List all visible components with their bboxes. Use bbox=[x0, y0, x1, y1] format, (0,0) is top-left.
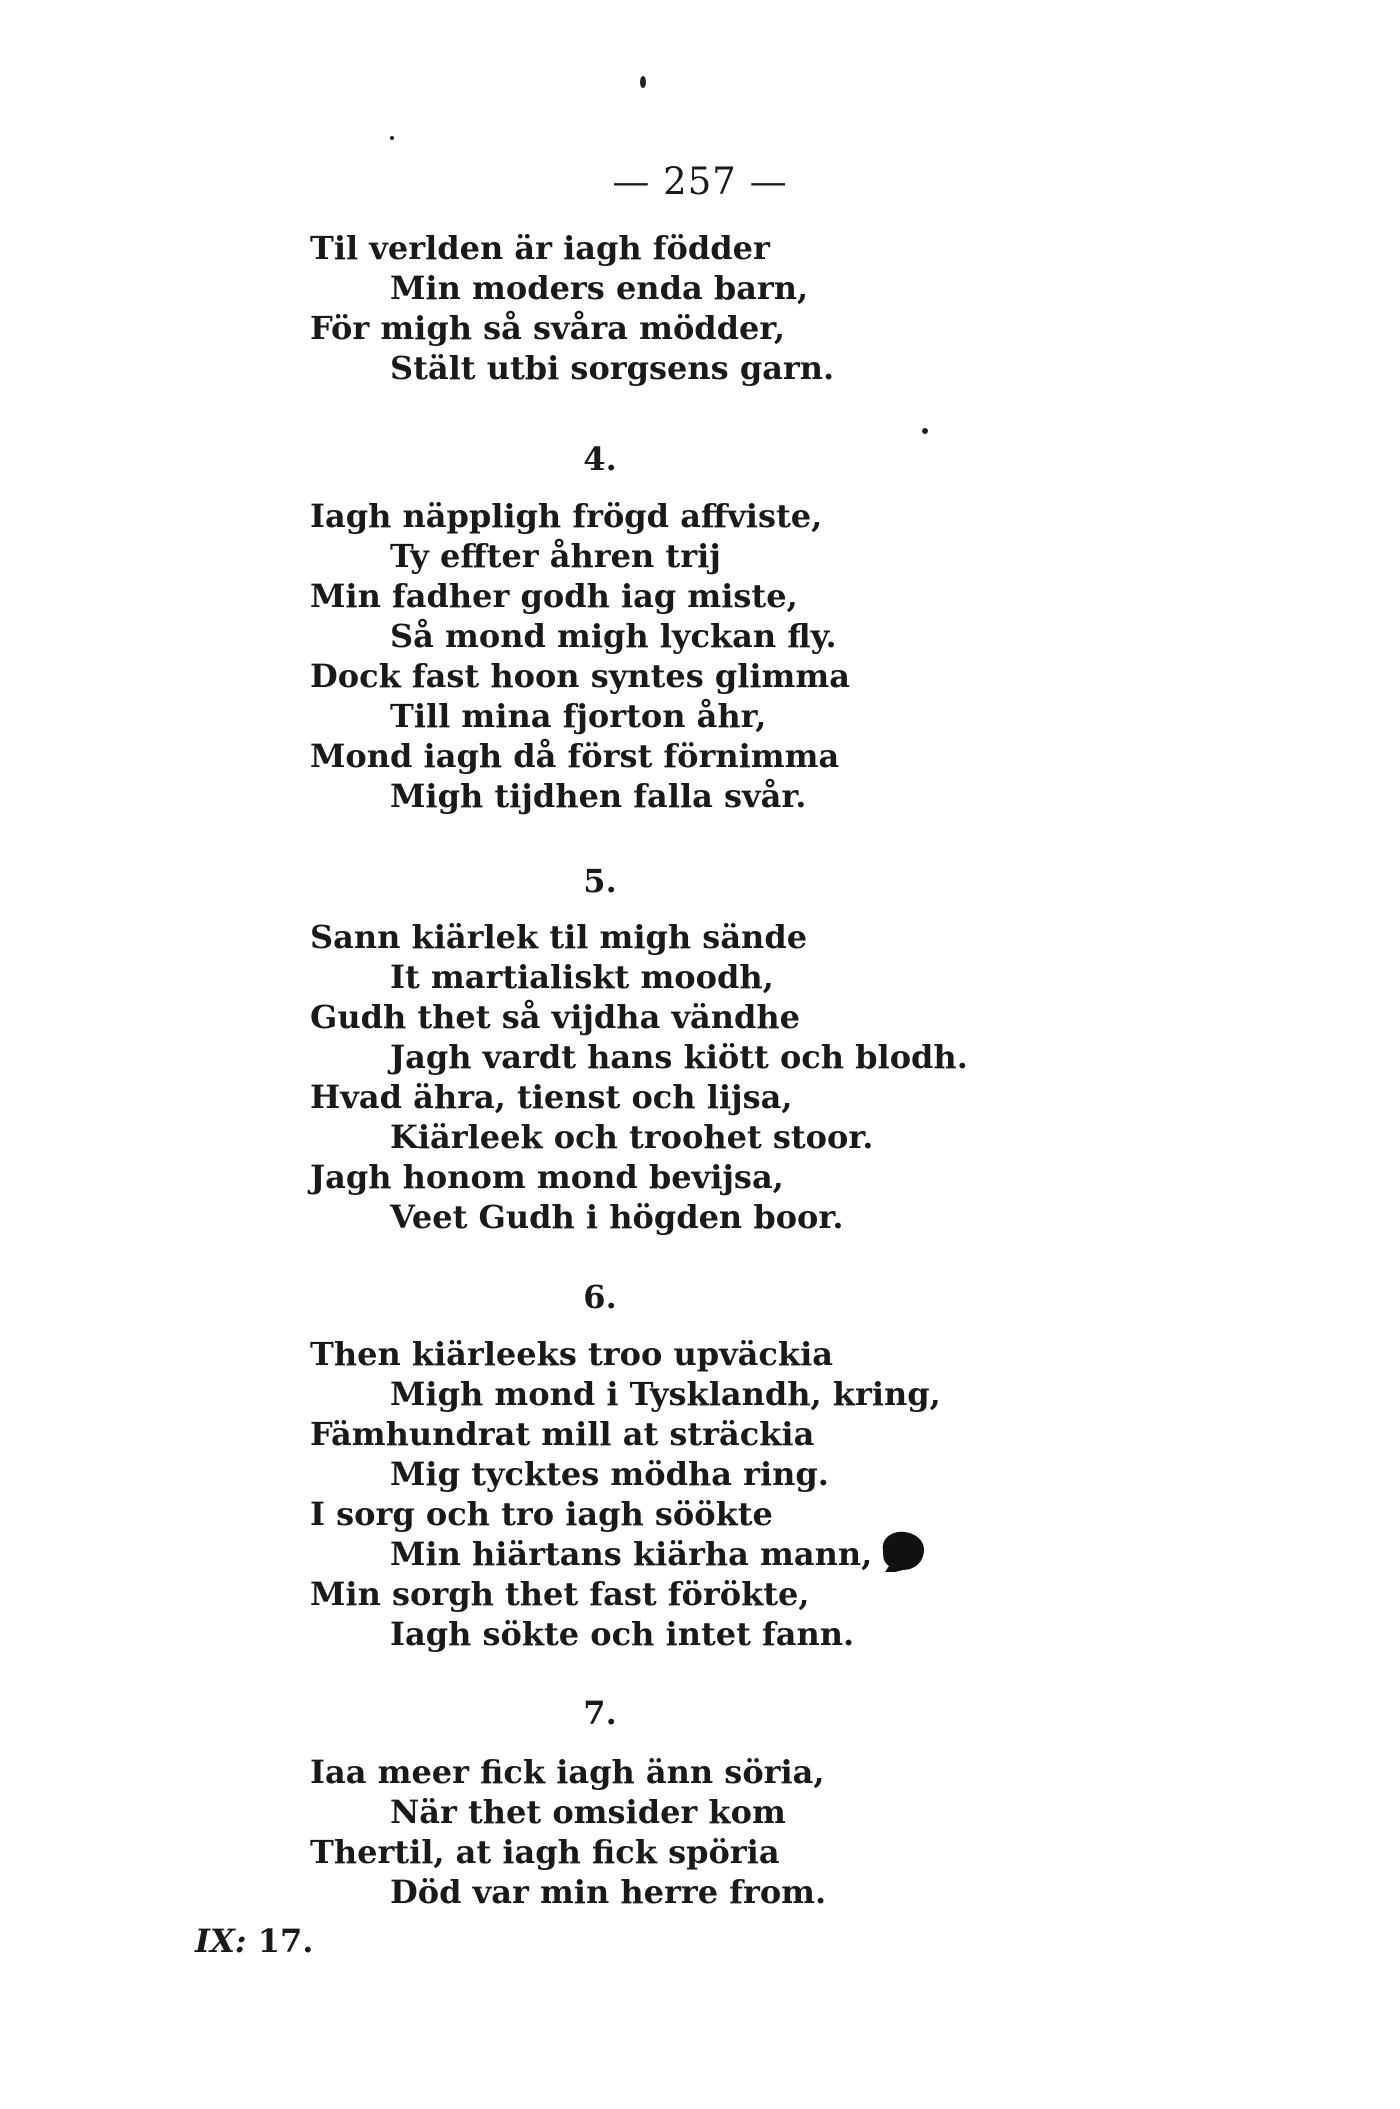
verse-line: It martialiskt moodh, bbox=[390, 958, 774, 996]
verse-line: Veet Gudh i högden boor. bbox=[390, 1198, 844, 1236]
signature-mark bbox=[195, 1922, 313, 1960]
ink-speck bbox=[922, 428, 928, 434]
verse-line: Så mond migh lyckan fly. bbox=[390, 617, 837, 655]
verse-line: När thet omsider kom bbox=[390, 1793, 786, 1831]
verse-line: Jagh honom mond bevijsa, bbox=[310, 1158, 784, 1196]
stanza-number: 6. bbox=[583, 1278, 617, 1316]
stanza-6 bbox=[310, 1334, 1310, 1654]
verse-line: Mond iagh då först förnimma bbox=[310, 737, 840, 775]
verse-line: För migh så svåra mödder, bbox=[310, 309, 786, 347]
verse-line: Then kiärleeks troo upväckia bbox=[310, 1335, 833, 1373]
verse-line: I sorg och tro iagh söökte bbox=[310, 1495, 773, 1533]
ink-speck bbox=[640, 76, 646, 88]
verse-line: Iagh sökte och intet fann. bbox=[390, 1615, 855, 1653]
verse-line: Iaa meer fick iagh änn söria, bbox=[310, 1753, 825, 1791]
stanza-7 bbox=[310, 1752, 1310, 1912]
verse-line: Sann kiärlek til migh sände bbox=[310, 918, 808, 956]
verse-line: Min sorgh thet fast förökte, bbox=[310, 1575, 810, 1613]
verse-line: Dock fast hoon syntes glimma bbox=[310, 657, 850, 695]
stanza-5 bbox=[310, 917, 1310, 1237]
stanza-4 bbox=[310, 496, 1310, 816]
verse-line: Ty effter åhren trij bbox=[390, 537, 721, 575]
page-number: — 257 — bbox=[612, 160, 788, 203]
verse-line: Död var min herre from. bbox=[390, 1873, 827, 1911]
ink-blot bbox=[875, 1528, 929, 1574]
stanza-number: 4. bbox=[583, 440, 617, 478]
stanza-number: 7. bbox=[583, 1694, 617, 1732]
verse-line: Min hiärtans kiärha mann, bbox=[390, 1535, 873, 1573]
verse-line: Thertil, at iagh fick spöria bbox=[310, 1833, 780, 1871]
verse-line: Til verlden är iagh födder bbox=[310, 229, 770, 267]
verse-line: Gudh thet så vijdha vändhe bbox=[310, 998, 801, 1036]
verse-line: Fämhundrat mill at sträckia bbox=[310, 1415, 815, 1453]
signature-letters: IX: bbox=[195, 1922, 247, 1960]
signature-number: 17. bbox=[257, 1922, 314, 1960]
stanza-number: 5. bbox=[583, 862, 617, 900]
opening-verse bbox=[310, 228, 1310, 388]
verse-line: Stält utbi sorgsens garn. bbox=[390, 349, 835, 387]
verse-line: Migh tijdhen falla svår. bbox=[390, 777, 807, 815]
verse-line: Till mina fjorton åhr, bbox=[390, 697, 767, 735]
ink-speck bbox=[390, 136, 394, 140]
verse-line: Migh mond i Tysklandh, kring, bbox=[390, 1375, 941, 1413]
verse-line: Mig tycktes mödha ring. bbox=[390, 1455, 829, 1493]
verse-line: Min fadher godh iag miste, bbox=[310, 577, 798, 615]
verse-line: Hvad ähra, tienst och lijsa, bbox=[310, 1078, 793, 1116]
verse-line: Kiärleek och troohet stoor. bbox=[390, 1118, 874, 1156]
verse-line: Min moders enda barn, bbox=[390, 269, 809, 307]
verse-line: Iagh näppligh frögd affviste, bbox=[310, 497, 823, 535]
verse-line: Jagh vardt hans kiött och blodh. bbox=[390, 1038, 968, 1076]
